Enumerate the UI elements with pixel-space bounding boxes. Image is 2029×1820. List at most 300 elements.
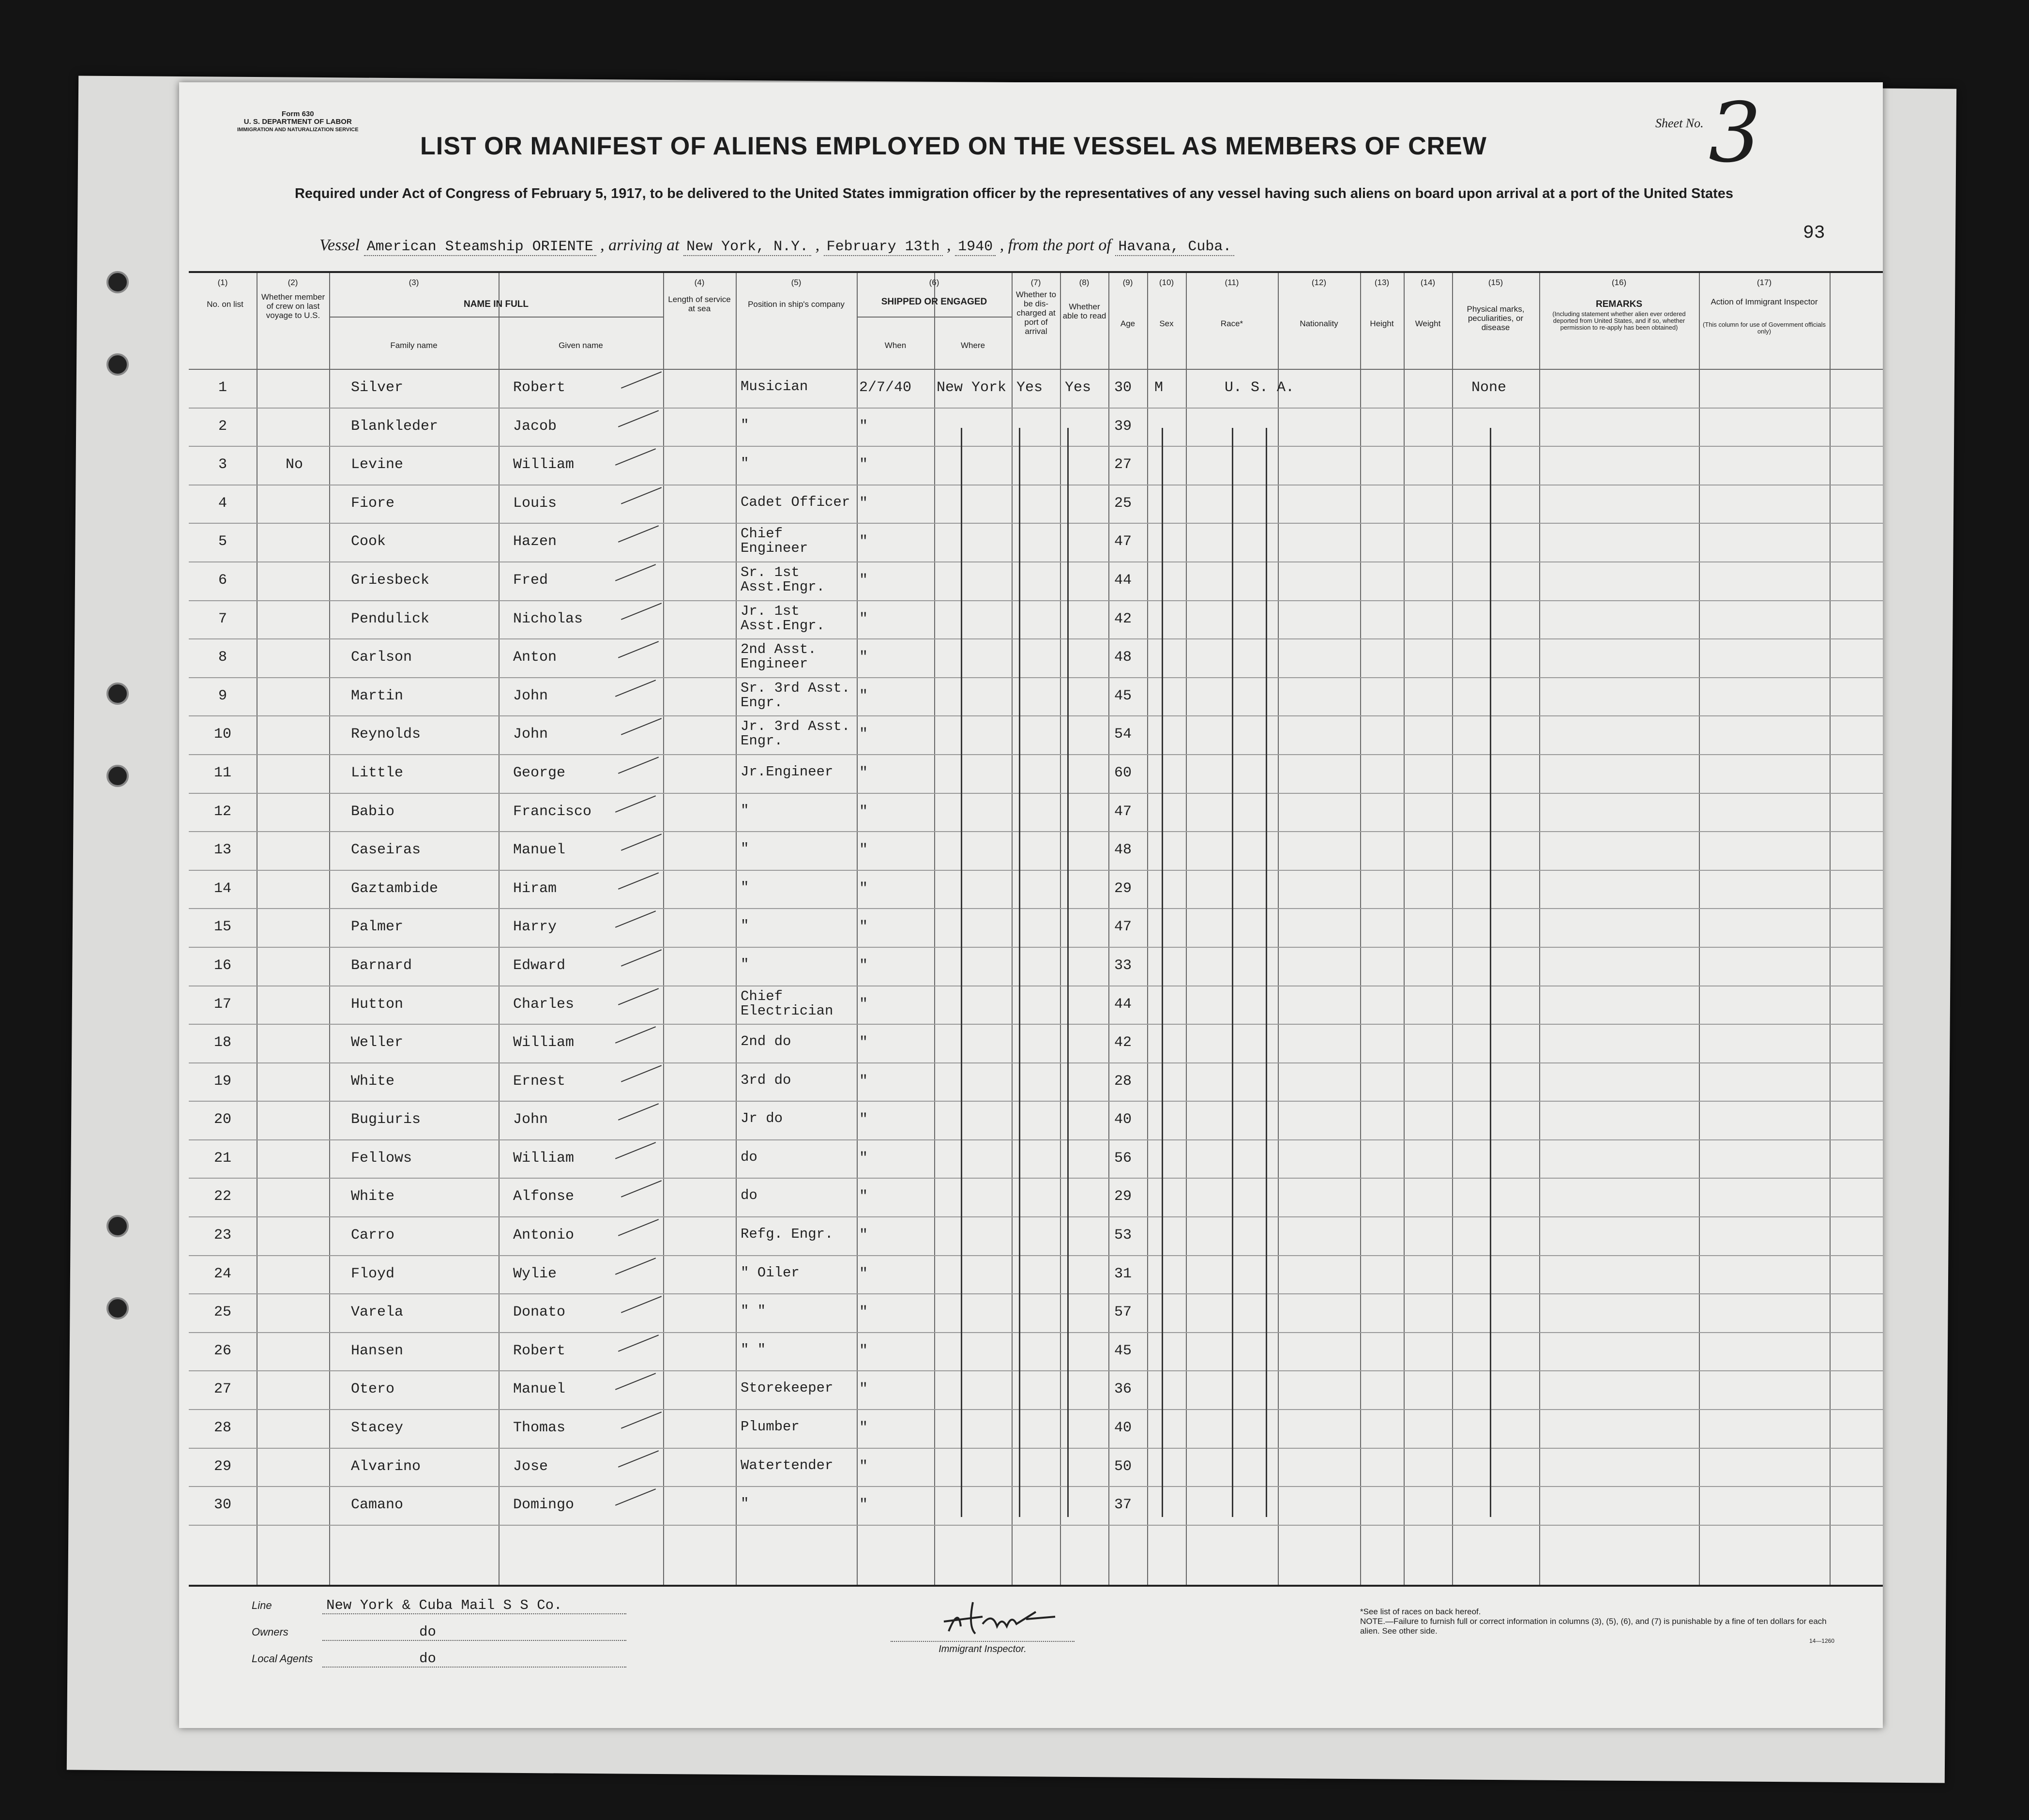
table-row [189,1371,1883,1410]
check-mark [618,988,659,1005]
family-name: Reynolds [351,726,421,743]
footer [252,1592,1849,1718]
header-inspector: Action of Immigrant Inspector [1711,297,1818,306]
family-name: Weller [351,1034,404,1051]
shipped-when: " [859,1188,868,1205]
position: Jr. 1st Asst.Engr. [741,603,825,634]
sheet-label: Sheet No. [1655,116,1704,130]
departure-port: Havana, Cuba. [1115,239,1234,256]
position: " [741,841,749,857]
position: " Oiler [741,1264,800,1281]
family-name: Otero [351,1381,395,1398]
page-subtitle: Required under Act of Congress of February 5, 1917, to be delivered to the United States immigration officer by the representatives of any vessel having such aliens on board upon arrival at a port of the United States [294,186,1734,201]
header-height: Height [1370,319,1394,328]
arrival-year: 1940 [955,239,996,256]
table-row [189,832,1883,871]
age: 53 [1114,1227,1132,1244]
col-num: (12) [1311,278,1327,287]
shipped-when: " [859,533,868,550]
agents-field [252,1651,626,1668]
header-read: Whether able to read [1062,302,1106,320]
row-number: 30 [213,1497,231,1514]
age: 60 [1114,764,1132,781]
shipped-when: " [859,649,868,666]
shipped-where: New York [937,379,1007,396]
given-name: Francisco [513,803,592,820]
arrival-date: February 13th [824,239,943,256]
check-mark [621,487,662,504]
given-name: William [513,1150,575,1167]
race: U. S. A. [1225,379,1295,396]
shipped-when: " [859,726,868,743]
check-mark [618,641,659,658]
table-row [189,1179,1883,1217]
table-row [189,1025,1883,1063]
shipped-when: " [859,880,868,897]
check-mark [618,872,659,890]
row-number: 9 [218,687,227,704]
sex: M [1154,379,1164,396]
shipped-when: " [859,957,868,974]
table-row [189,1140,1883,1179]
check-mark [615,1373,656,1391]
line-label: Line [252,1599,272,1611]
row-number: 11 [213,764,231,781]
header-sex: Sex [1159,319,1174,328]
header-given-name: Given name [559,341,603,350]
row-number: 10 [213,726,231,743]
given-name: William [513,456,575,473]
owners-value: do [322,1624,626,1641]
form-service: IMMIGRATION AND NATURALIZATION SERVICE [237,127,359,133]
punch-hole [106,1215,129,1237]
header-inspector-note: (This column for use of Government officials only) [1702,321,1826,335]
age: 45 [1114,1342,1132,1359]
col-num: (10) [1159,278,1174,287]
col-num: (5) [791,278,802,287]
position: Sr. 1st Asst.Engr. [741,564,825,595]
position: Chief Engineer [741,526,808,557]
table-row [189,794,1883,833]
shipped-when: " [859,1150,868,1167]
check-mark [618,1450,659,1468]
family-name: Griesbeck [351,572,430,589]
check-mark [621,834,662,851]
check-mark [621,1181,662,1198]
age: 31 [1114,1265,1132,1282]
check-mark [618,1103,659,1121]
age: 33 [1114,957,1132,974]
row-number: 25 [213,1304,231,1321]
row-number: 6 [218,572,227,589]
shipped-when: " [859,495,868,512]
age: 54 [1114,726,1132,743]
given-name: John [513,726,548,743]
row-number: 3 [218,456,227,473]
given-name: Robert [513,379,566,396]
check-mark [615,795,656,813]
row-number: 13 [213,842,231,859]
table-row [189,1102,1883,1140]
vessel-label: Vessel [319,236,360,254]
family-name: White [351,1073,395,1090]
table-row [189,1217,1883,1256]
table-row [189,986,1883,1025]
check-mark [621,949,662,967]
manifest-page [179,82,1883,1728]
table-row [189,716,1883,755]
col-num: (2) [288,278,298,287]
position: Jr do [741,1110,783,1127]
family-name: Carlson [351,649,412,666]
age: 28 [1114,1073,1132,1090]
footer-notes [1360,1607,1834,1646]
check-mark [621,1065,662,1082]
given-name: Anton [513,649,557,666]
header-remarks: REMARKS [1595,299,1643,309]
table-row [189,755,1883,794]
table-row [189,409,1883,447]
table-row [189,1410,1883,1449]
form-number: Form 630 [281,110,314,118]
row-number: 28 [213,1420,231,1437]
family-name: White [351,1188,395,1205]
col-num: (9) [1122,278,1133,287]
header-race: Race* [1220,319,1243,328]
given-name: Robert [513,1342,566,1359]
age: 50 [1114,1458,1132,1475]
given-name: Antonio [513,1227,575,1244]
family-name: Stacey [351,1420,404,1437]
page-number: 93 [1803,223,1825,243]
age: 47 [1114,803,1132,820]
position: Plumber [741,1419,800,1435]
table-row [189,1063,1883,1102]
age: 42 [1114,610,1132,627]
family-name: Carro [351,1227,395,1244]
header-when: When [884,341,907,350]
family-name: Cook [351,533,386,550]
row-number: 2 [218,418,227,435]
family-name: Camano [351,1497,404,1514]
check-mark [615,1488,656,1506]
family-name: Floyd [351,1265,395,1282]
header-weight: Weight [1415,319,1441,328]
header-position: Position in ship's company [748,300,845,309]
family-name: Fiore [351,495,395,512]
row-number: 20 [213,1111,231,1128]
age: 30 [1114,379,1132,396]
shipped-when: " [859,1381,868,1398]
punch-hole [106,682,129,705]
sheet-number: 3 [1709,85,1761,181]
family-name: Hansen [351,1342,404,1359]
age: 40 [1114,1420,1132,1437]
table-row [189,871,1883,910]
row-number: 7 [218,610,227,627]
header-name: NAME IN FULL [463,299,529,309]
check-mark [618,1335,659,1352]
check-mark [615,564,656,581]
shipped-when: " [859,1420,868,1437]
shipped-when: " [859,1458,868,1475]
line-value: New York & Cuba Mail S S Co. [322,1597,626,1614]
family-name: Silver [351,379,404,396]
check-mark [621,1411,662,1429]
shipped-when: " [859,1111,868,1128]
position: " [741,1496,749,1512]
age: 42 [1114,1034,1132,1051]
agents-label: Local Agents [252,1653,313,1665]
shipped-when: " [859,418,868,435]
col-num: (17) [1756,278,1772,287]
age: 56 [1114,1150,1132,1167]
age: 37 [1114,1497,1132,1514]
position: Jr.Engineer [741,763,833,780]
age: 40 [1114,1111,1132,1128]
col-num: (8) [1079,278,1090,287]
position: 3rd do [741,1072,791,1088]
line-field [252,1597,626,1614]
check-mark [615,1142,656,1159]
header-family-name: Family name [390,341,438,350]
position: " [741,956,749,972]
check-mark [621,371,662,389]
shipped-when: " [859,1227,868,1244]
table-row [189,485,1883,524]
family-name: Varela [351,1304,404,1321]
owners-label: Owners [252,1626,288,1638]
table-row [189,1294,1883,1333]
check-mark [618,410,659,427]
punch-hole [106,765,129,787]
header-last-voyage: Whether member of crew on last voyage to U.S. [261,292,325,320]
age: 48 [1114,649,1132,666]
age: 29 [1114,880,1132,897]
table-row [189,1256,1883,1295]
able-to-read: Yes [1065,379,1091,396]
table-row [189,370,1883,409]
shipped-when: " [859,687,868,704]
check-mark [615,1026,656,1044]
discharged: Yes [1016,379,1043,396]
position: Musician [741,379,808,394]
table-row [189,639,1883,678]
table-row [189,909,1883,948]
row-number: 17 [213,996,231,1013]
page-title: LIST OR MANIFEST OF ALIENS EMPLOYED ON THE VESSEL AS MEMBERS OF CREW [420,132,1487,160]
age: 27 [1114,456,1132,473]
family-name: Gaztambide [351,880,439,897]
position: " [741,918,749,934]
family-name: Little [351,764,404,781]
given-name: Hazen [513,533,557,550]
check-mark [618,1219,659,1236]
age: 25 [1114,495,1132,512]
age: 44 [1114,572,1132,589]
given-name: Nicholas [513,610,583,627]
shipped-when: " [859,919,868,936]
inspector-label: Immigrant Inspector. [891,1641,1075,1655]
position: Refg. Engr. [741,1226,833,1243]
position: do [741,1149,757,1165]
age: 29 [1114,1188,1132,1205]
shipped-when: " [859,1304,868,1321]
col-num: (13) [1374,278,1390,287]
row-number: 22 [213,1188,231,1205]
check-mark [615,680,656,697]
family-name: Alvarino [351,1458,421,1475]
form-id [237,110,359,134]
given-name: Manuel [513,1381,566,1398]
row-number: 26 [213,1342,231,1359]
shipped-when: " [859,1034,868,1051]
position: " " [741,1303,766,1320]
shipped-when: " [859,803,868,820]
check-mark [618,526,659,543]
col-num: (4) [694,278,705,287]
age: 36 [1114,1381,1132,1398]
given-name: Louis [513,495,557,512]
vessel-name: American Steamship ORIENTE [364,239,596,256]
header-discharged: Whether to be dis-charged at port of arrival [1015,290,1057,336]
physical-marks: None [1471,379,1507,396]
position: Sr. 3rd Asst. Engr. [741,680,850,711]
punch-hole [106,1297,129,1320]
position: " " [741,1341,766,1358]
row-number: 12 [213,803,231,820]
given-name: Donato [513,1304,566,1321]
table-row [189,948,1883,986]
inspector-signature [939,1597,1065,1641]
table-row [189,1333,1883,1372]
row-number: 5 [218,533,227,550]
position: " [741,879,749,895]
given-name: Charles [513,996,575,1013]
header-physical-marks: Physical marks, peculiarities, or disease [1467,304,1525,332]
shipped-when: " [859,842,868,859]
age: 45 [1114,687,1132,704]
given-name: John [513,687,548,704]
races-note: *See list of races on back hereof. [1360,1607,1481,1616]
family-name: Blankleder [351,418,439,435]
arrival-port: New York, N.Y. [683,239,811,256]
shipped-when: " [859,764,868,781]
position: do [741,1187,757,1204]
family-name: Martin [351,687,404,704]
shipped-when: " [859,996,868,1013]
given-name: Alfonse [513,1188,575,1205]
shipped-when: " [859,1265,868,1282]
family-name: Fellows [351,1150,412,1167]
position: Storekeeper [741,1380,833,1396]
given-name: Edward [513,957,566,974]
given-name: John [513,1111,548,1128]
age: 47 [1114,919,1132,936]
check-mark [615,448,656,466]
age: 47 [1114,533,1132,550]
family-name: Hutton [351,996,404,1013]
age: 48 [1114,842,1132,859]
given-name: Hiram [513,880,557,897]
form-department: U. S. DEPARTMENT OF LABOR [243,118,352,126]
age: 44 [1114,996,1132,1013]
given-name: Harry [513,919,557,936]
col-num: (1) [217,278,228,287]
col-num: (14) [1420,278,1436,287]
position: " [741,802,749,819]
position: 2nd Asst. Engineer [741,641,817,672]
position: " [741,417,749,433]
row-number: 18 [213,1034,231,1051]
row-number: 21 [213,1150,231,1167]
table-row [189,1449,1883,1487]
col-num: (6) [929,278,939,287]
family-name: Caseiras [351,842,421,859]
given-name: Domingo [513,1497,575,1514]
check-mark [618,757,659,774]
col-num: (3) [409,278,419,287]
check-mark [615,1258,656,1275]
row-number: 8 [218,649,227,666]
crew-table [189,271,1883,1587]
row-number: 29 [213,1458,231,1475]
family-name: Babio [351,803,395,820]
check-mark [621,603,662,620]
given-name: Thomas [513,1420,566,1437]
table-row [189,524,1883,562]
shipped-when: " [859,1073,868,1090]
last-voyage: No [286,456,303,473]
given-name: Jose [513,1458,548,1475]
header-service: Length of service at sea [668,295,731,313]
position: Jr. 3rd Asst. Engr. [741,718,850,749]
col-num: (16) [1611,278,1627,287]
header-no: No. on list [207,300,243,309]
given-name: Jacob [513,418,557,435]
table-row [189,678,1883,717]
shipped-when: " [859,1497,868,1514]
fine-note: NOTE.—Failure to furnish full or correct information in columns (3), (5), (6), and (7) is punishable by a fine of ten dollars for each alien. See other side. [1360,1617,1827,1636]
age: 39 [1114,418,1132,435]
punch-hole [106,353,129,376]
age: 57 [1114,1304,1132,1321]
family-name: Barnard [351,957,412,974]
col-num: (11) [1225,278,1239,287]
crew-rows [189,370,1883,1526]
shipped-when: " [859,1342,868,1359]
shipped-when: " [859,456,868,473]
col-num: (15) [1488,278,1503,287]
row-number: 16 [213,957,231,974]
header-where: Where [960,341,985,350]
shipped-when: 2/7/40 [859,379,912,396]
row-number: 14 [213,880,231,897]
header-nationality: Nationality [1300,319,1338,328]
table-row [189,1487,1883,1526]
position: " [741,455,749,472]
row-number: 19 [213,1073,231,1090]
owners-field [252,1624,626,1641]
header-shipped: SHIPPED OR ENGAGED [881,297,987,307]
position: 2nd do [741,1033,791,1050]
shipped-when: " [859,572,868,589]
check-mark [621,1296,662,1313]
shipped-when: " [859,610,868,627]
arriving-label: , arriving at [600,236,680,254]
given-name: Fred [513,572,548,589]
position: Cadet Officer [741,494,850,510]
